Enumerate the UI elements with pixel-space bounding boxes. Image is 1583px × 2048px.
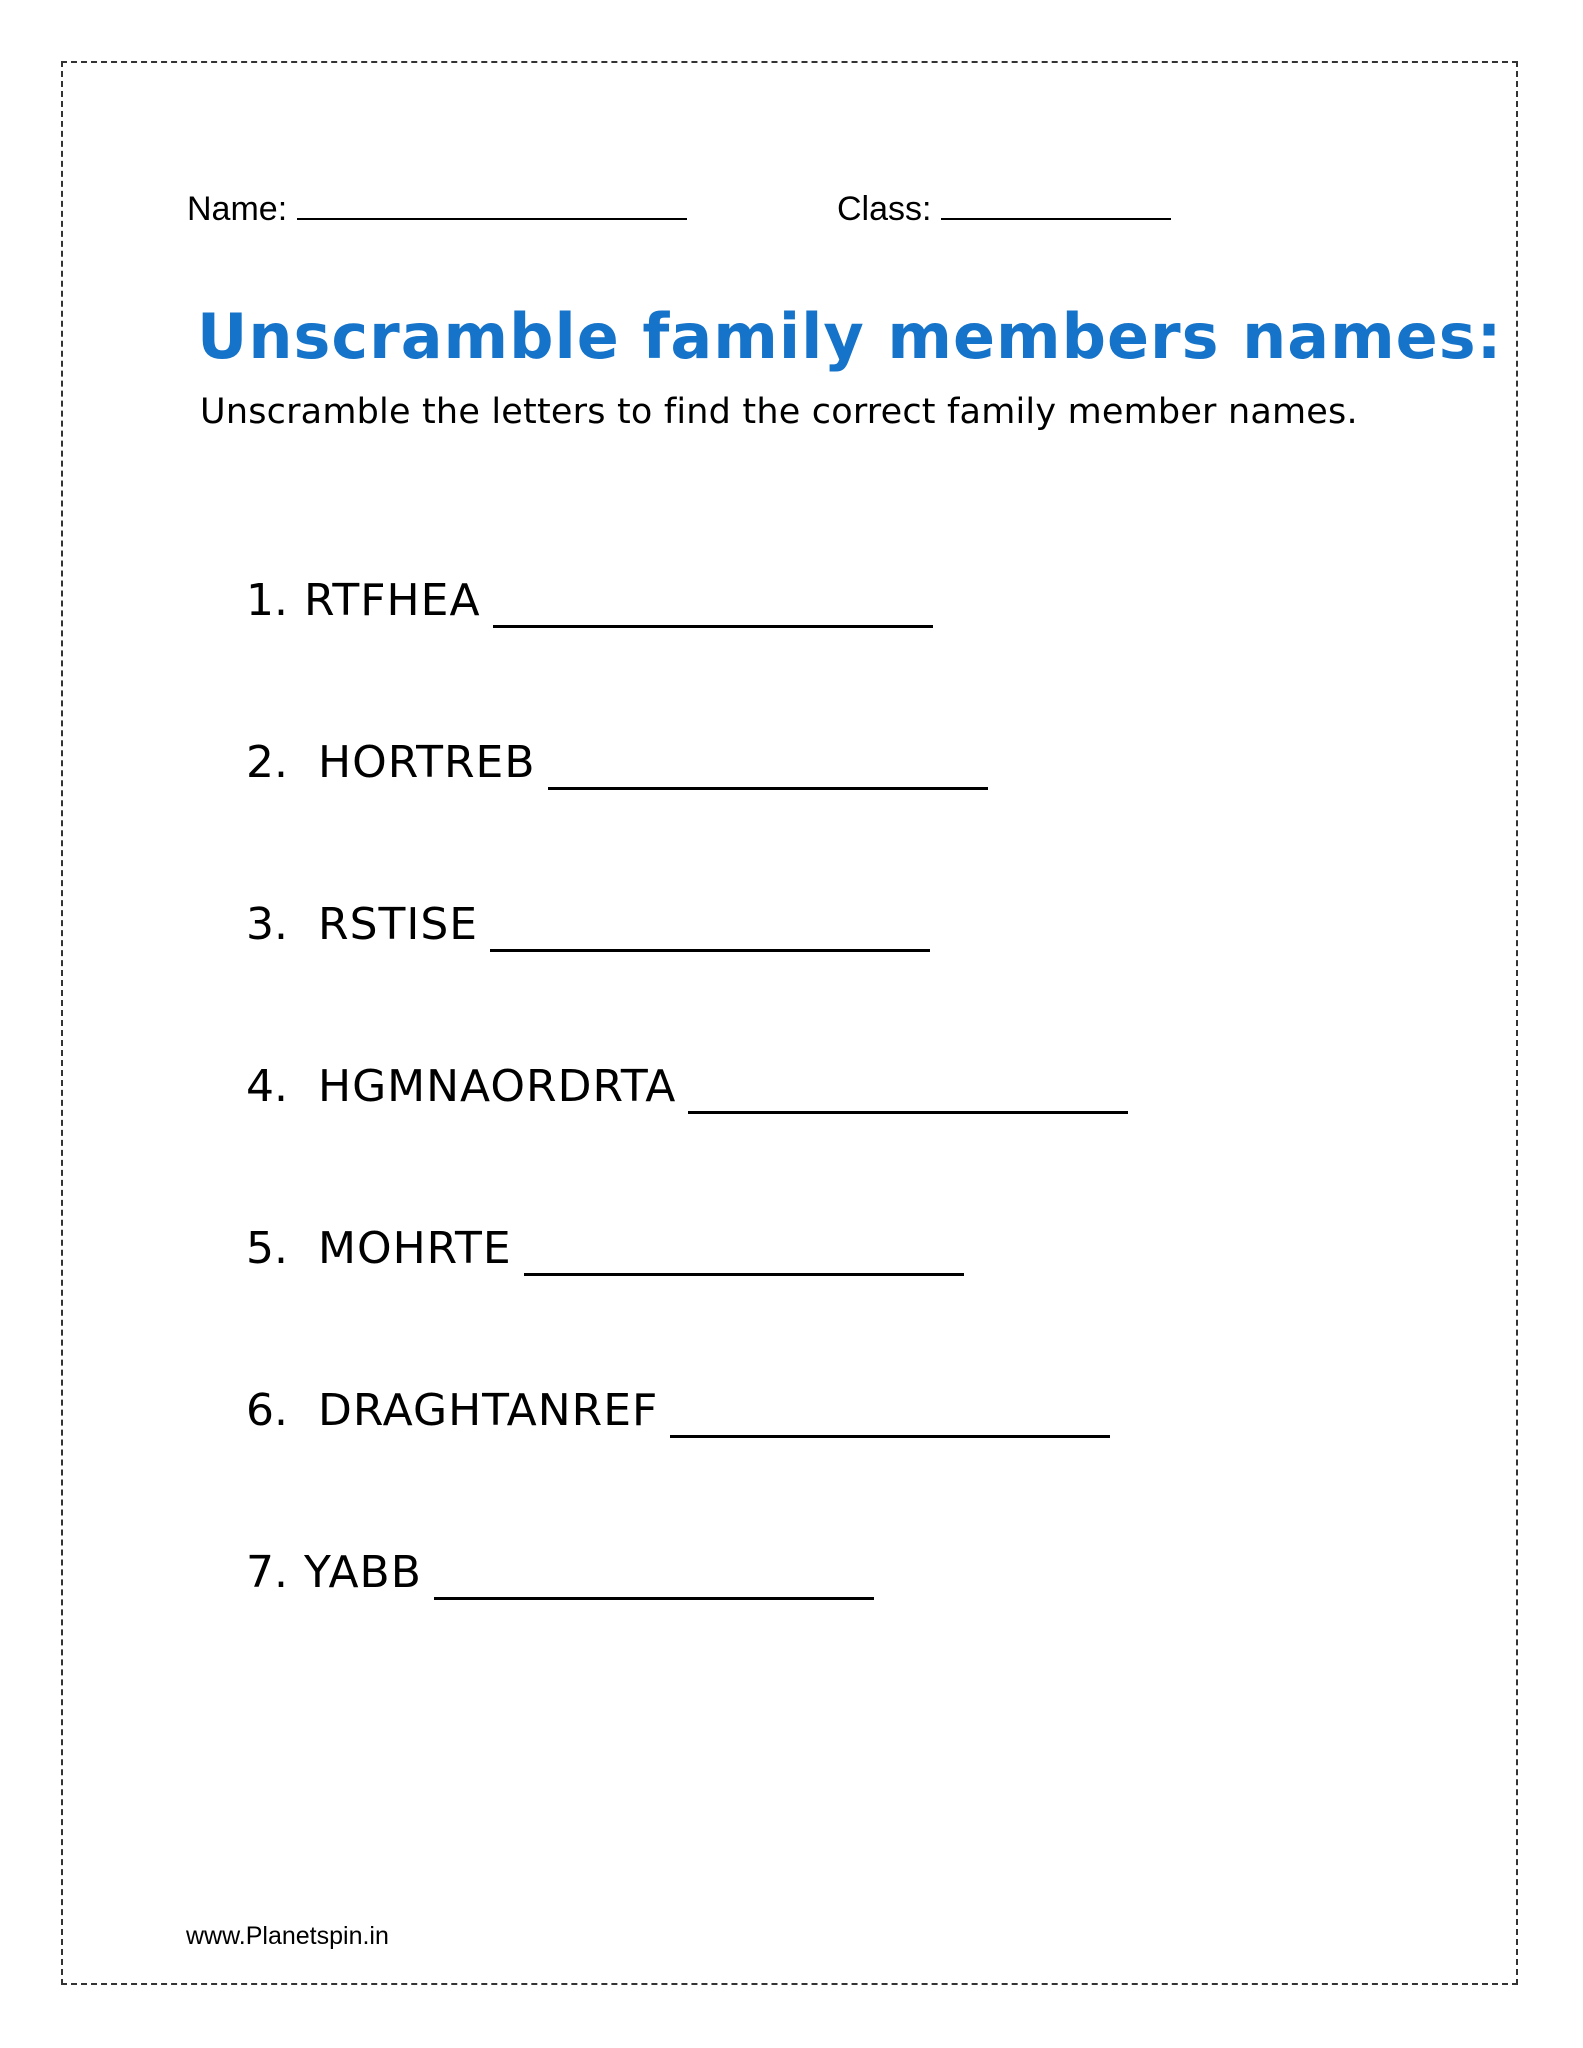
scrambled-word: RSTISE (318, 899, 479, 950)
word-number: 2. (246, 737, 288, 788)
word-item-5 (246, 1223, 1128, 1385)
answer-line[interactable] (524, 1223, 964, 1276)
answer-line[interactable] (688, 1061, 1128, 1114)
answer-line[interactable] (548, 737, 988, 790)
footer-website: www.Planetspin.in (186, 1922, 389, 1950)
scrambled-word: MOHRTE (318, 1223, 512, 1274)
name-blank[interactable] (297, 194, 687, 220)
word-number: 5. (246, 1223, 288, 1274)
name-label: Name: (187, 190, 288, 228)
answer-line[interactable] (434, 1547, 874, 1600)
scrambled-word: YABB (304, 1547, 422, 1598)
word-number: 7. (246, 1547, 288, 1598)
word-number: 4. (246, 1061, 288, 1112)
word-item-1 (246, 575, 1128, 737)
class-blank[interactable] (941, 194, 1171, 220)
answer-line[interactable] (670, 1385, 1110, 1438)
word-item-6 (246, 1385, 1128, 1547)
scrambled-word: DRAGHTANREF (318, 1385, 659, 1436)
word-list (246, 575, 1128, 1709)
worksheet-title: Unscramble family members names: (197, 300, 1503, 373)
scrambled-word: HGMNAORDRTA (318, 1061, 677, 1112)
scrambled-word: HORTREB (318, 737, 536, 788)
class-field[interactable] (837, 190, 1171, 229)
word-item-3 (246, 899, 1128, 1061)
word-item-4 (246, 1061, 1128, 1223)
name-field[interactable] (187, 190, 687, 229)
word-number: 1. (246, 575, 288, 626)
answer-line[interactable] (493, 575, 933, 628)
worksheet-instructions: Unscramble the letters to find the correct family member names. (200, 392, 1358, 432)
class-label: Class: (837, 190, 932, 228)
word-number: 6. (246, 1385, 288, 1436)
scrambled-word: RTFHEA (304, 575, 481, 626)
word-item-2 (246, 737, 1128, 899)
answer-line[interactable] (490, 899, 930, 952)
word-number: 3. (246, 899, 288, 950)
word-item-7 (246, 1547, 1128, 1709)
